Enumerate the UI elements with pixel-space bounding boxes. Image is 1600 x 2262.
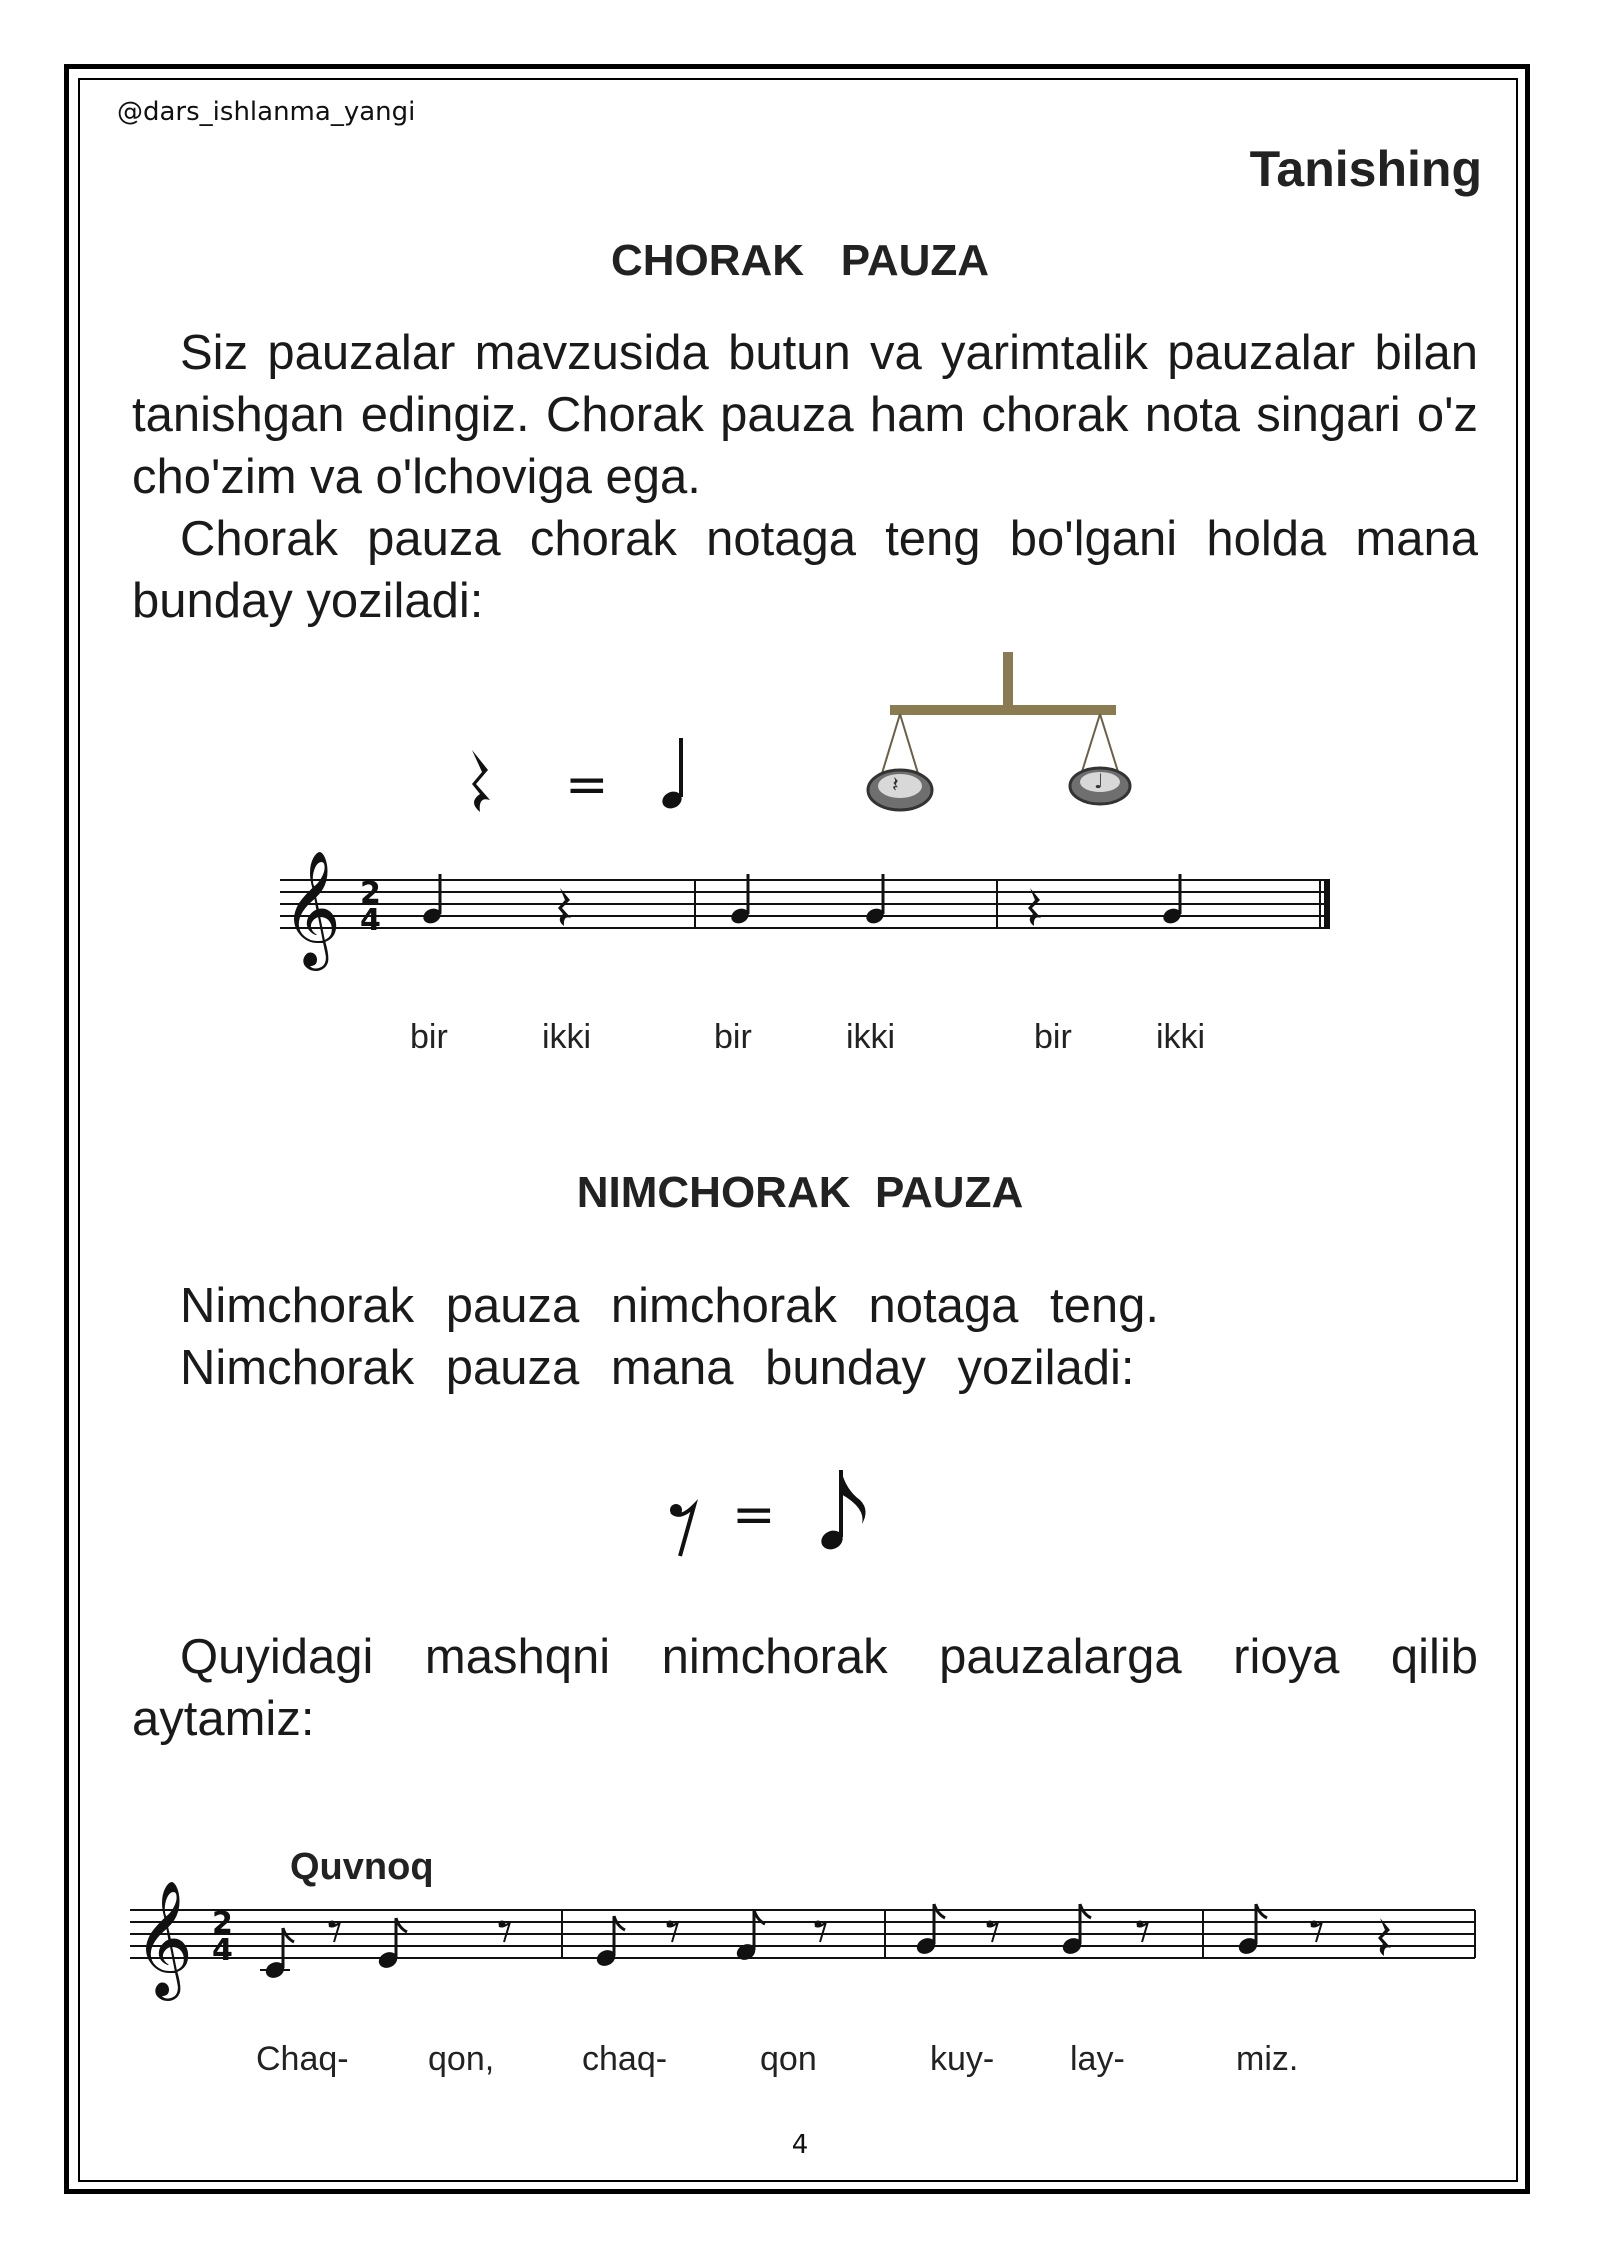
exercise-paragraph: [132, 1626, 1478, 1750]
treble-clef-icon: 𝄞: [282, 849, 342, 966]
quarter-rest: [558, 888, 571, 926]
lyric-syllable: qon,: [428, 2040, 495, 2078]
quarter-note: [421, 874, 443, 926]
line-1: Nimchorak pauza nimchorak notaga teng.: [180, 1279, 1160, 1333]
intro-paragraph: [132, 322, 1478, 632]
watermark: @dars_ishlanma_yangi: [117, 97, 416, 127]
time-signature-bottom: 4: [360, 903, 381, 938]
eighth-rest-equation: [660, 1460, 880, 1570]
quarter-note: [864, 874, 886, 926]
time-signature-bottom: 4: [212, 1933, 233, 1968]
quarter-rest: [1028, 888, 1041, 926]
lyric-syllable: miz.: [1236, 2040, 1299, 2078]
svg-text:𝄽: 𝄽: [892, 773, 899, 798]
page-number: 4: [791, 2130, 809, 2160]
section-title-nimchorak-pauza: NIMCHORAK PAUZA: [576, 1168, 1024, 1217]
balance-scale-illustration: [860, 650, 1140, 830]
count-label: ikki: [1156, 1018, 1206, 1056]
equals-sign: =: [732, 1485, 776, 1545]
quarter-note: [729, 874, 751, 926]
lyric-syllable: lay-: [1070, 2040, 1125, 2078]
lyric-syllable: qon: [760, 2040, 817, 2078]
quarter-rest-equation: [450, 730, 710, 840]
quarter-rest-icon: [472, 750, 490, 812]
paragraph-3: Quyidagi mashqni nimchorak pauzalarga rioya qilib aytamiz:: [132, 1630, 1478, 1746]
count-label: bir: [714, 1018, 752, 1056]
lyric-syllable: kuy-: [930, 2040, 995, 2078]
tempo-marking: Quvnoq: [290, 1846, 434, 1888]
time-signature-top: 2: [360, 876, 381, 911]
count-label: bir: [410, 1018, 448, 1056]
line-2: Nimchorak pauza mana bunday yoziladi:: [180, 1341, 1135, 1395]
eighth-rest-text: [180, 1275, 1159, 1399]
svg-text:♩: ♩: [1094, 769, 1104, 793]
paragraph-2: Chorak pauza chorak notaga teng bo'lgani holda mana bunday yoziladi:: [132, 512, 1478, 628]
eighth-note-icon: [818, 1470, 865, 1553]
eighth-notes-and-rests: [260, 1904, 1322, 1980]
equals-sign: =: [565, 755, 609, 815]
music-staff-2: [130, 1880, 1480, 2040]
lyric-syllable: Chaq-: [256, 2040, 349, 2078]
quarter-note: [1161, 874, 1183, 926]
section-kicker: Tanishing: [1249, 141, 1482, 197]
treble-clef-icon: 𝄞: [134, 1879, 194, 1996]
eighth-rest-icon: [670, 1504, 694, 1556]
quarter-rest: [1378, 1918, 1391, 1956]
music-staff-1: [270, 850, 1340, 1010]
count-label: ikki: [542, 1018, 592, 1056]
paragraph-1: Siz pauzalar mavzusida butun va yarimtalik pauzalar bilan tanishgan edingiz. Chorak pauza ham chorak nota singari o'z cho'zim va o'lchoviga ega.: [132, 326, 1478, 504]
section-title-chorak-pauza: CHORAK PAUZA: [610, 236, 990, 285]
lyric-syllable: chaq-: [582, 2040, 668, 2078]
time-signature-top: 2: [212, 1906, 233, 1941]
count-label: ikki: [846, 1018, 896, 1056]
count-label: bir: [1034, 1018, 1072, 1056]
